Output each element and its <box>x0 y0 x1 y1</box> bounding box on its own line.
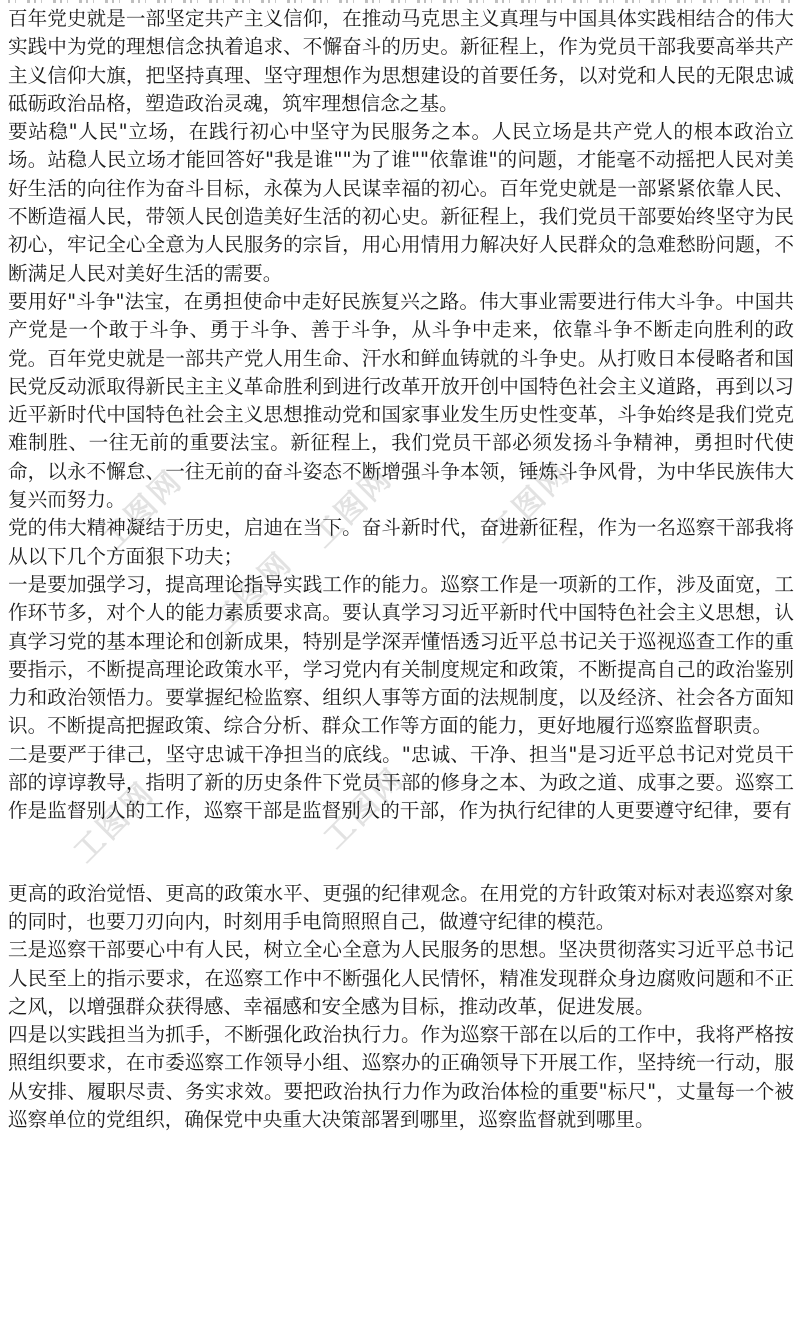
paragraph-2: 要站稳"人民"立场，在践行初心中坚守为民服务之本。人民立场是共产党人的根本政治立场。站稳人民立场才能回答好"我是谁""为了谁""依靠谁"的问题，才能毫不动摇把人民对美好生活的向往作为奋斗目标，永葆为人民谋幸福的初心。百年党史就是一部紧紧依靠人民、不断造福人民，带领人民创造美好生活的初心史。新征程上，我们党员干部要始终坚守为民初心，牢记全心全意为人民服务的宗旨，用心用情用力解决好人民群众的急难愁盼问题，不断满足人民对美好生活的需要。 <box>8 120 794 285</box>
paragraph-1: 百年党史就是一部坚定共产主义信仰，在推动马克思主义真理与中国具体实践相结合的伟大实践中为党的理想信念执着追求、不懈奋斗的历史。新征程上，作为党员干部我要高举共产主义信仰大旗，把坚持真理、坚守理想作为思想建设的首要任务，以对党和人民的无限忠诚砥砺政治品格，塑造政治灵魂，筑牢理想信念之基。 <box>8 7 794 115</box>
paragraph-3: 要用好"斗争"法宝，在勇担使命中走好民族复兴之路。伟大事业需要进行伟大斗争。中国共产党是一个敢于斗争、勇于斗争、善于斗争，从斗争中走来，依靠斗争不断走向胜利的政党。百年党史就是一部共产党人用生命、汗水和鲜血铸就的斗争史。从打败日本侵略者和国民党反动派取得新民主主义革命胜利到进行改革开放开创中国特色社会主义道路，再到以习近平新时代中国特色社会主义思想推动党和国家事业发生历史性变革，斗争始终是我们党克难制胜、一往无前的重要法宝。新征程上，我们党员干部必须发扬斗争精神，勇担时代使命，以永不懈怠、一往无前的奋斗姿态不断增强斗争本领，锤炼斗争风骨，为中华民族伟大复兴而努力。 <box>8 289 794 512</box>
watermark-logo-icon: 工图网 <box>305 460 400 555</box>
watermark-logo-icon: 工图网 <box>67 775 162 870</box>
paragraph-9: 四是以实践担当为抓手，不断强化政治执行力。作为巡察干部在以后的工作中，我将严格按照组织要求，在市委巡察工作领导小组、巡察办的正确领导下开展工作，坚持统一行动，服从安排、履职尽责、务实求效。要把政治执行力作为政治体检的重要"标尺"，丈量每一个被巡察单位的党组织，确保党中央重大决策部署到哪里，巡察监督就到哪里。 <box>8 1023 794 1131</box>
paragraph-4: 党的伟大精神凝结于历史，启迪在当下。奋斗新时代，奋进新征程，作为一名巡察干部我将从以下几个方面狠下功夫； <box>8 516 794 568</box>
watermark-logo-icon: 工图网 <box>205 545 300 640</box>
paragraph-7: 更高的政治觉悟、更高的政策水平、更强的纪律观念。在用党的方针政策对标对表巡察对象的同时，也要刀刃向内，时刻用手电筒照照自己，做遵守纪律的模范。 <box>8 881 794 933</box>
paragraph-8: 三是巡察干部要心中有人民，树立全心全意为人民服务的思想。坚决贯彻落实习近平总书记人民至上的指示要求，在巡察工作中不断强化人民情怀，精准发现群众身边腐败问题和不正之风，以增强群众获得感、幸福感和安全感为目标，推动改革，促进发展。 <box>8 938 794 1018</box>
watermark-logo-icon: 工图网 <box>317 761 412 856</box>
cropped-top-line-artifact <box>8 0 794 3</box>
watermark-logo-icon: 工图网 <box>95 463 190 558</box>
paragraph-6: 二是要严于律己，坚守忠诚干净担当的底线。"忠诚、干净、担当"是习近平总书记对党员干部的谆谆教导，指明了新的历史条件下党员干部的修身之本、为政之道、成事之要。巡察工作是监督别人的工作，巡察干部是监督别人的干部，作为执行纪律的人更要遵守纪律，要有 <box>8 742 794 823</box>
paragraph-5: 一是要加强学习，提高理论指导实践工作的能力。巡察工作是一项新的工作，涉及面宽，工作环节多，对个人的能力素质要求高。要认真学习习近平新时代中国特色社会主义思想，认真学习党的基本理论和创新成果，特别是学深弄懂悟透习近平总书记关于巡视巡查工作的重要指示，不断提高理论政策水平，学习党内有关制度规定和政策，不断提高自己的政治鉴别力和政治领悟力。要掌握纪检监察、组织人事等方面的法规制度，以及经济、社会各方面知识。不断提高把握政策、综合分析、群众工作等方面的能力，更好地履行巡察监督职责。 <box>8 572 794 738</box>
watermark-logo-icon: 工图网 <box>483 455 578 550</box>
document-text <box>8 5 794 1134</box>
